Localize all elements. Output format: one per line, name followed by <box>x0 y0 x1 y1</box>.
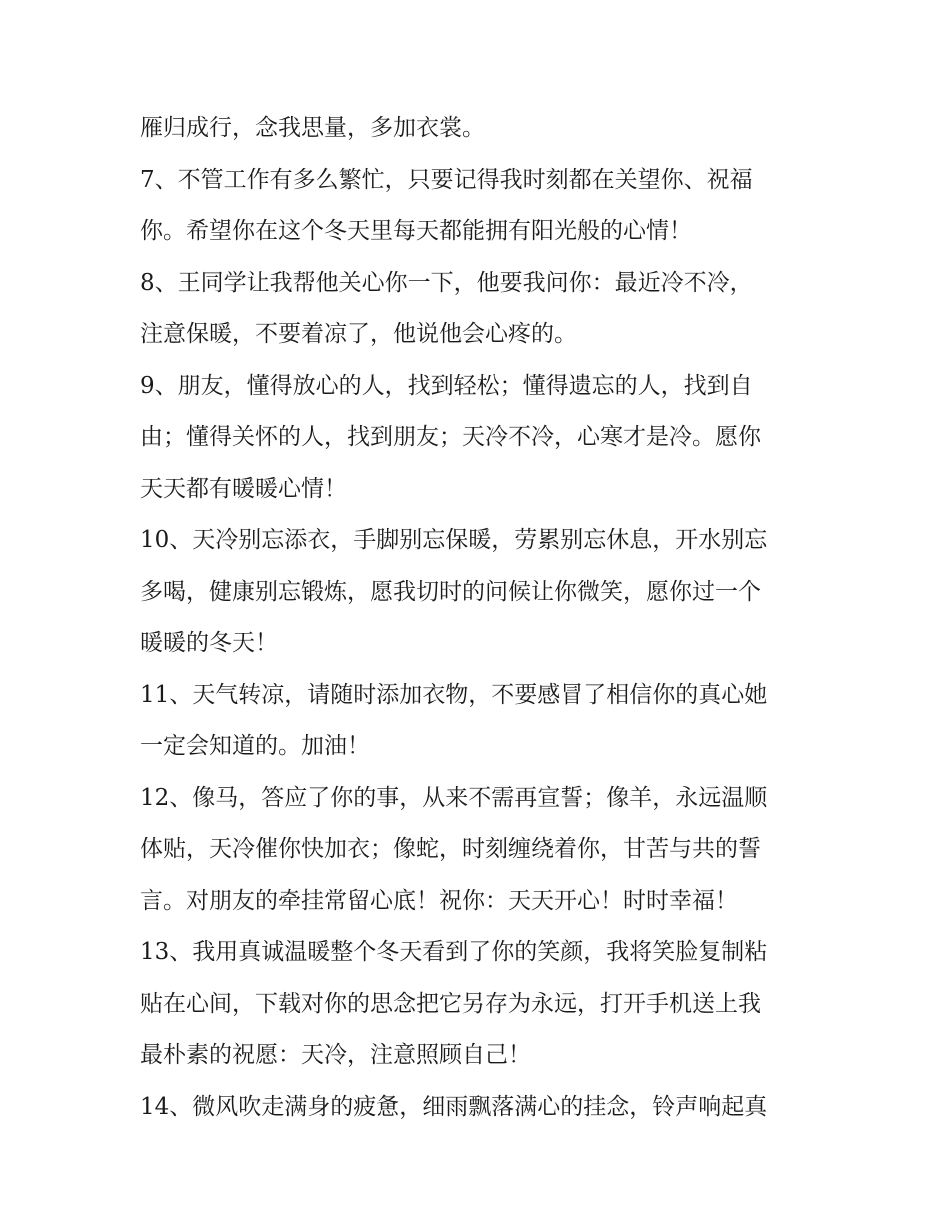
text-line: 体贴，天冷催你快加衣；像蛇，时刻缠绕着你，甘苦与共的誓 <box>140 836 761 862</box>
body-text <box>140 103 820 1133</box>
text-line: 暖暖的冬天！ <box>140 630 278 656</box>
text-line: 你。希望你在这个冬天里每天都能拥有阳光般的心情！ <box>140 218 692 244</box>
text-line: 雁归成行，念我思量，多加衣裳。 <box>140 115 485 141</box>
text-line: 多喝，健康别忘锻炼，愿我切时的问候让你微笑，愿你过一个 <box>140 578 761 605</box>
text-line: 12、像马，答应了你的事，从来不需再宣誓；像羊，永远温顺 <box>140 784 768 811</box>
text-line: 最朴素的祝愿：天冷，注意照顾自己！ <box>140 1042 531 1068</box>
text-line: 言。对朋友的牵挂常留心底！祝你：天天开心！时时幸福！ <box>140 887 738 914</box>
text-line: 14、微风吹走满身的疲惫，细雨飘落满心的挂念，铃声响起真 <box>140 1093 768 1120</box>
text-line: 9、朋友，懂得放心的人，找到轻松；懂得遗忘的人，找到自 <box>140 372 753 399</box>
text-line: 11、天气转凉，请随时添加衣物，不要感冒了相信你的真心她 <box>140 681 768 708</box>
text-line: 8、王同学让我帮他关心你一下，他要我问你：最近冷不冷， <box>140 269 753 296</box>
text-line: 13、我用真诚温暖整个冬天看到了你的笑颜，我将笑脸复制粘 <box>140 939 768 965</box>
text-line: 天天都有暖暖心情！ <box>140 475 347 502</box>
text-line: 一定会知道的。加油！ <box>140 733 370 759</box>
text-line: 注意保暖，不要着凉了，他说他会心疼的。 <box>140 321 577 347</box>
text-line: 10、天冷别忘添衣，手脚别忘保暖，劳累别忘休息，开水别忘 <box>140 527 768 553</box>
text-line: 7、不管工作有多么繁忙，只要记得我时刻都在关望你、祝福 <box>140 166 753 193</box>
text-line: 贴在心间，下载对你的思念把它另存为永远，打开手机送上我 <box>140 990 761 1017</box>
text-line: 由；懂得关怀的人，找到朋友；天冷不冷，心寒才是冷。愿你 <box>140 424 761 450</box>
